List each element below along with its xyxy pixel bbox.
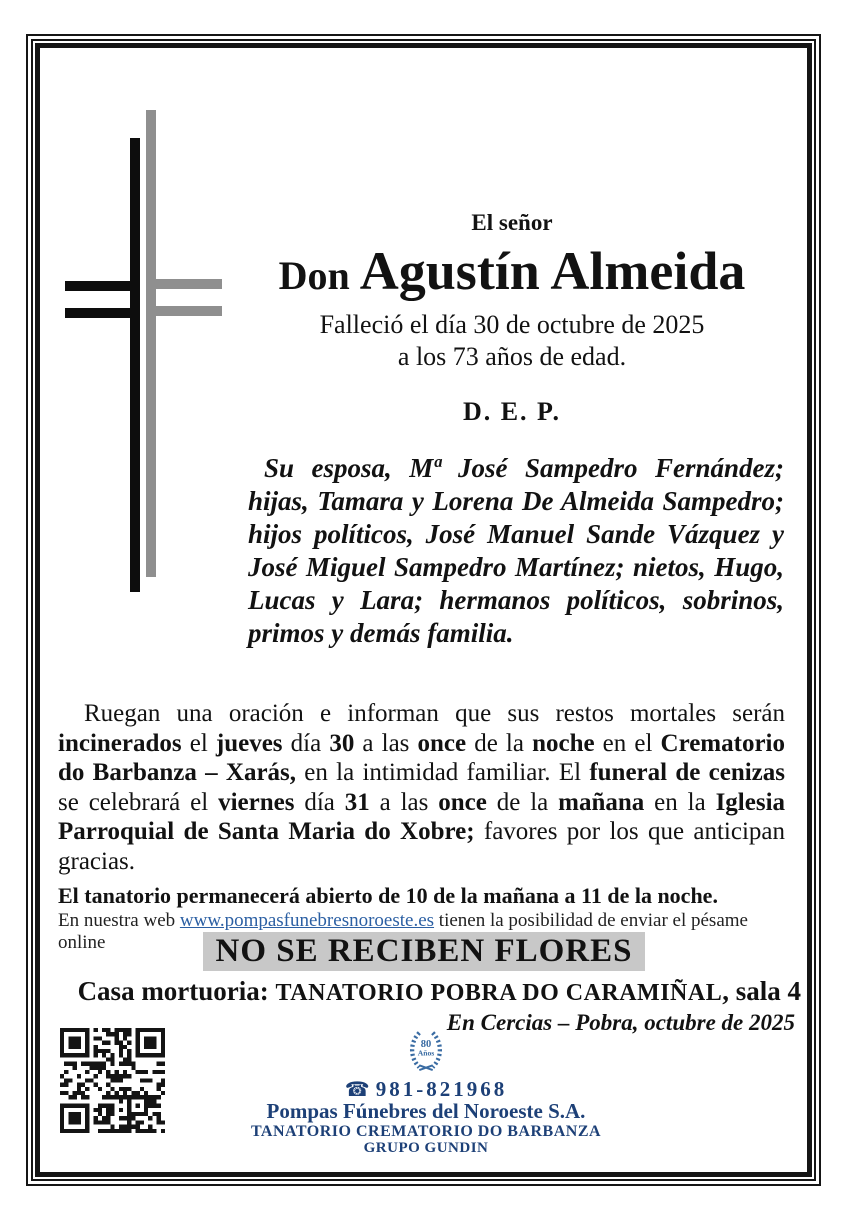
tanatorio-hours-line: El tanatorio permanecerá abierto de 10 de la mañana a 11 de la noche. <box>58 883 718 908</box>
text-run: en la <box>644 788 716 816</box>
text-run: mañana <box>558 788 645 816</box>
text-run: incinerados <box>58 729 182 757</box>
death-age-line: a los 73 años de edad. <box>397 342 627 371</box>
text-run: a las <box>354 729 418 757</box>
logo-row <box>43 1028 809 1077</box>
company-group-line: GRUPO GUNDIN <box>363 1140 489 1156</box>
text-run: funeral de cenizas <box>589 759 785 786</box>
text-run: Iglesia Parroquial de Santa Maria do Xobre; <box>58 788 786 845</box>
family-paragraph: Su esposa, Mª José Sampedro Fernández; hijas, Tamara y Lorena De Almeida Sampedro; hijos políticos, José Manuel Sande Vázquez y José Miguel Sampedro Martínez; nietos, Hugo, Lucas y Lara; hermanos políticos, sobrinos, primos y demás familia. <box>248 453 784 648</box>
text-run: en la intimidad familiar. El <box>296 759 590 786</box>
text-run: TANATORIO POBRA DO CARAMIÑAL <box>275 980 723 1006</box>
logo-anos-label: Años <box>417 1048 435 1058</box>
text-run: Casa mortuoria: <box>77 976 276 1006</box>
text-run: jueves <box>215 729 283 757</box>
80-years-laurel-logo <box>403 1028 449 1072</box>
text-run: de la <box>466 729 533 757</box>
text-run: día <box>294 788 345 816</box>
text-run: Crematorio do Barbanza – Xarás, <box>58 729 786 786</box>
text-run: En nuestra web <box>58 910 180 931</box>
company-facility-line: TANATORIO CREMATORIO DO BARBANZA <box>250 1123 602 1140</box>
no-flowers-row <box>43 932 805 971</box>
text-run: se celebrará el <box>58 788 219 816</box>
dep-abbreviation: D. E. P. <box>462 397 562 426</box>
text-run: a las <box>369 788 439 816</box>
announcement-paragraph <box>58 699 785 876</box>
death-date-line: Falleció el día 30 de octubre de 2025 <box>319 310 705 339</box>
logo-years: 80 <box>420 1039 432 1051</box>
title-prefix: Don <box>278 253 360 298</box>
text-run: día <box>282 729 330 757</box>
cross-black-lower-arm <box>65 308 138 318</box>
pesame-web-link[interactable]: www.pompasfunebresnoroeste.es <box>179 910 435 931</box>
salutation: El señor <box>471 210 553 235</box>
text-run: , sala 4 <box>722 976 801 1006</box>
location-date-line: En Cercias – Pobra, octubre de 2025 <box>446 1010 795 1035</box>
text-run: favores por los que anticipan gracias. <box>58 818 785 875</box>
cross-gray-upper-arm <box>147 279 222 289</box>
cross-black-upper-arm <box>65 281 139 291</box>
text-run: Ruegan una oración e informan que sus restos mortales serán <box>84 700 785 727</box>
phone-number: 981-821968 <box>375 1077 508 1101</box>
cross-gray-lower-arm <box>149 306 222 316</box>
casa-mortuoria-line <box>43 976 801 1007</box>
cross-black-vertical-bar <box>130 138 140 592</box>
text-run: once <box>438 788 487 816</box>
text-run: noche <box>532 729 595 757</box>
text-run: de la <box>486 788 559 816</box>
text-run: viernes <box>218 788 295 816</box>
text-run: en el <box>594 729 661 757</box>
text-run: 30 <box>329 729 355 757</box>
deceased-name-line <box>227 240 797 307</box>
text-run: 31 <box>344 788 370 816</box>
cross-gray-vertical-bar <box>146 110 156 577</box>
text-run: el <box>181 729 216 757</box>
text-run: once <box>417 729 467 757</box>
company-name: Pompas Fúnebres del Noroeste S.A. <box>266 1099 586 1123</box>
telephone-icon: ☎ <box>344 1077 370 1101</box>
deceased-name: Agustín Almeida <box>359 241 746 301</box>
text-run: tienen la posibilidad de enviar el pésame online <box>58 910 748 953</box>
no-flowers-banner: NO SE RECIBEN FLORES <box>203 932 644 971</box>
